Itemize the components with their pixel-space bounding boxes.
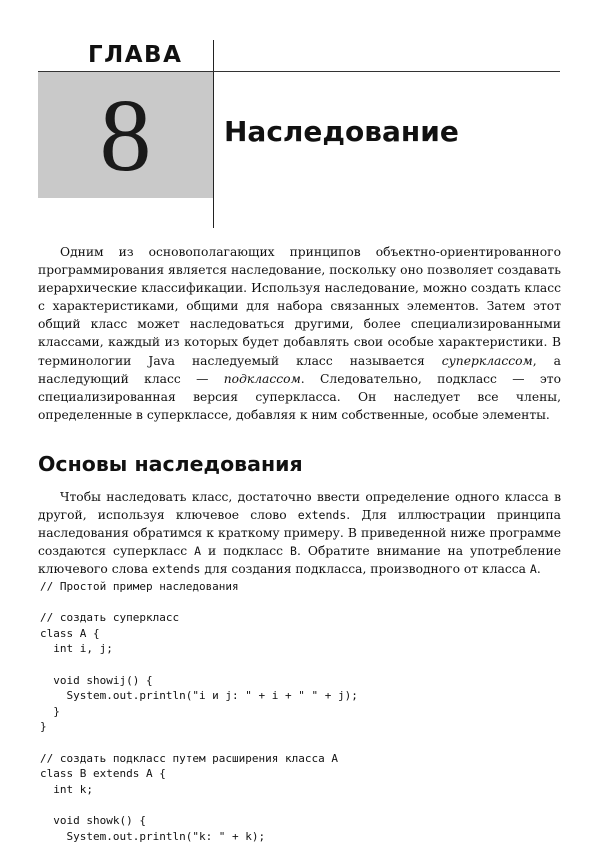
intro-text-1: Одним из основополагающих принципов объектно-ориентированного программирования является наследование, поскольку оно позволяет создавать иерархические классификации. Используя наследование, можно создать класс с характеристиками, общими для набора связанных элементов. Затем этот общий класс может наследоваться другими, более специализированными классами, каждый из которых будет добавлять свои особые характеристики. В терминологии Java наследуемый класс называется <box>38 245 561 368</box>
code-line: int k; <box>40 782 570 798</box>
keyword-extends: extends <box>298 508 346 522</box>
code-line: System.out.println("k: " + k); <box>40 829 570 844</box>
section-text-1: Чтобы наследовать класс, достаточно ввести определение одного класса в другой, используя ключевое слово <box>38 490 561 522</box>
section-text-6: . <box>537 562 541 576</box>
section-text-3: и подкласс <box>201 544 290 558</box>
code-line <box>40 735 570 751</box>
code-line: class B extends A { <box>40 766 570 782</box>
vertical-rule <box>213 40 214 228</box>
intro-text-3: . Следовательно, подкласс — это специализированная версия суперкласса. Он наследует все члены, определенные в суперклассе, добавляя к ним собственные, особые элементы. <box>38 372 561 422</box>
code-line: class A { <box>40 626 570 642</box>
section-text-2: . Для иллюстрации принципа наследования обратимся к краткому примеру. В приведенной ниже программе создаются суперкласс <box>38 508 561 558</box>
code-line: } <box>40 704 570 720</box>
code-line: } <box>40 719 570 735</box>
code-line: System.out.println("i и j: " + i + " " + j); <box>40 688 570 704</box>
code-line: void showk() { <box>40 813 570 829</box>
section-heading: Основы наследования <box>38 452 303 476</box>
code-line <box>40 797 570 813</box>
code-line <box>40 657 570 673</box>
class-name-a: A <box>194 544 201 558</box>
superclass-term: суперклассом <box>442 354 533 368</box>
chapter-number: 8 <box>38 78 213 194</box>
code-line: // Простой пример наследования <box>40 579 570 595</box>
section-paragraph <box>38 488 561 578</box>
chapter-title: Наследование <box>224 115 459 148</box>
code-listing <box>40 579 570 844</box>
class-name-b: B <box>290 544 297 558</box>
code-line <box>40 595 570 611</box>
section-text-4: . Обратите внимание на употребление ключевого слова <box>38 544 561 576</box>
code-line: void showij() { <box>40 673 570 689</box>
code-line: int i, j; <box>40 641 570 657</box>
code-line: // создать суперкласс <box>40 610 570 626</box>
class-name-a-2: A <box>530 562 537 576</box>
code-line: // создать подкласс путем расширения класса A <box>40 751 570 767</box>
chapter-number-box <box>38 72 213 198</box>
chapter-label: ГЛАВА <box>88 42 182 68</box>
section-text-5: для создания подкласса, производного от класса <box>200 562 529 576</box>
intro-text-2: , а наследующий класс — <box>38 354 561 386</box>
intro-paragraph <box>38 243 561 424</box>
subclass-term: подклассом <box>224 372 301 386</box>
keyword-extends-2: extends <box>152 562 200 576</box>
